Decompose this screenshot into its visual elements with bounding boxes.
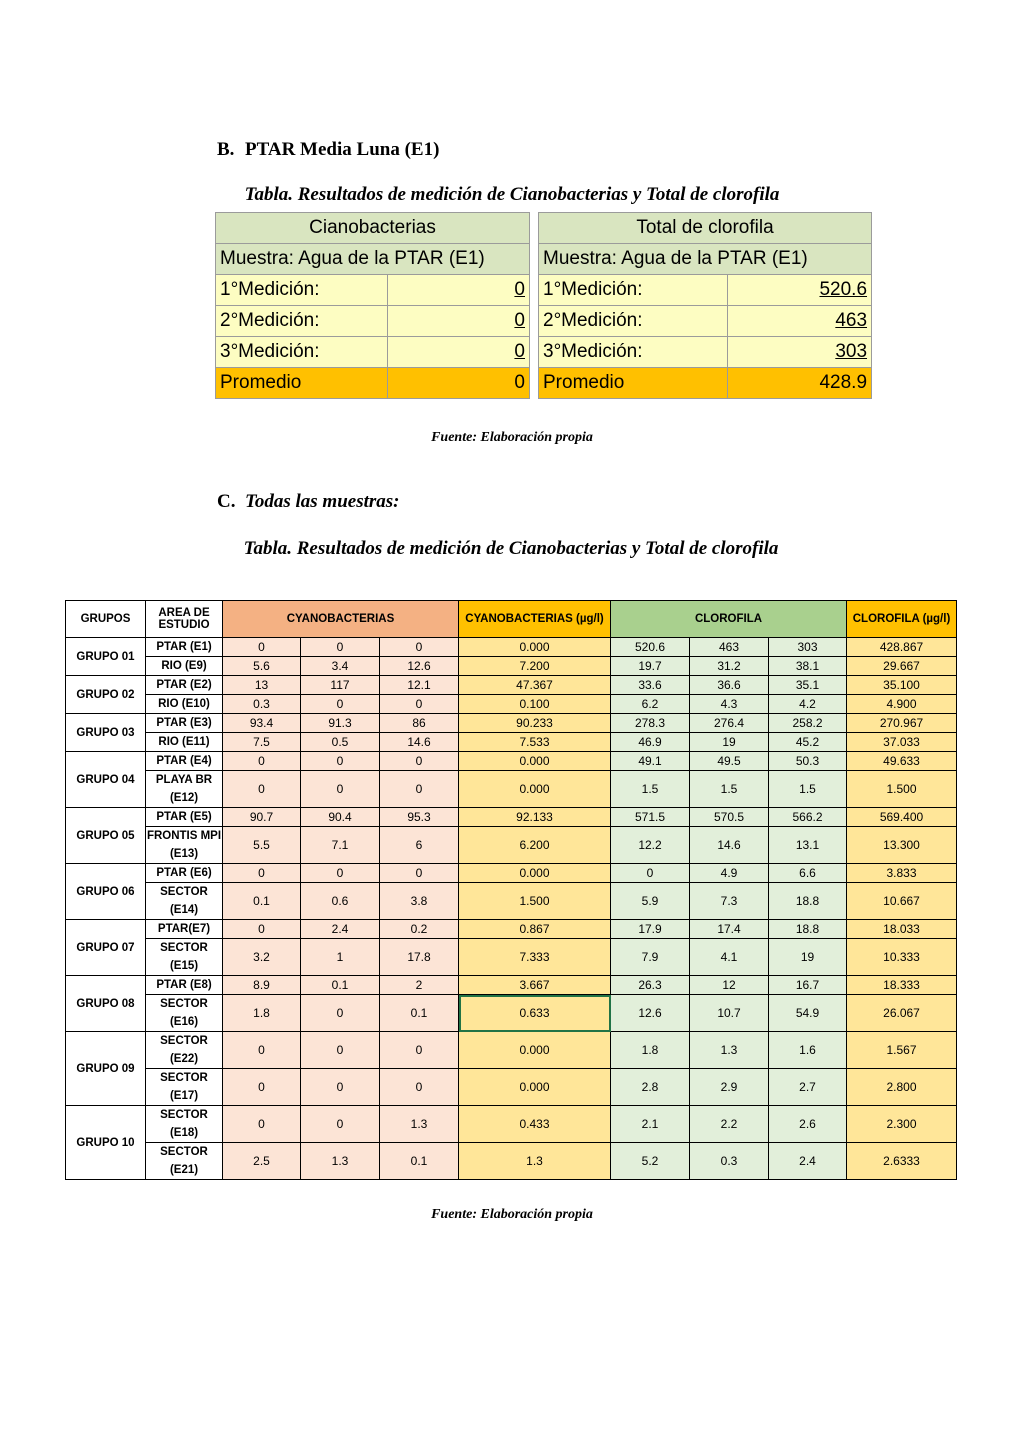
chlorophyll-value: 45.2 — [769, 733, 847, 752]
measurement-label: 2°Medición: — [539, 306, 728, 337]
chlorophyll-value: 2.4 — [769, 1143, 847, 1180]
area-cell: PTAR (E2) — [146, 676, 223, 695]
cyano-value: 0 — [380, 752, 459, 771]
cyano-value: 14.6 — [380, 733, 459, 752]
group-name: GRUPO 05 — [66, 808, 146, 864]
area-cell: SECTOR (E14) — [146, 883, 223, 920]
chlorophyll-value: 571.5 — [611, 808, 690, 827]
table-row — [66, 1069, 957, 1106]
cyano-average: 1.500 — [459, 883, 611, 920]
table-row — [66, 714, 957, 733]
chlorophyll-value: 7.3 — [690, 883, 769, 920]
cyano-summary-table — [215, 212, 530, 399]
table-row — [66, 827, 957, 864]
chlorophyll-value: 5.9 — [611, 883, 690, 920]
chlorophyll-average: 4.900 — [847, 695, 957, 714]
chlorophyll-average: 1.567 — [847, 1032, 957, 1069]
chlorophyll-value: 31.2 — [690, 657, 769, 676]
chlorophyll-value: 6.2 — [611, 695, 690, 714]
cyano-average: 47.367 — [459, 676, 611, 695]
chlorophyll-average: 2.800 — [847, 1069, 957, 1106]
area-cell: PTAR (E8) — [146, 976, 223, 995]
area-cell: PTAR (E1) — [146, 638, 223, 657]
table-row — [66, 752, 957, 771]
cyano-value: 6 — [380, 827, 459, 864]
chlorophyll-average: 10.333 — [847, 939, 957, 976]
cyano-value: 1.3 — [301, 1143, 380, 1180]
section-letter: B. — [217, 139, 235, 160]
group-name: GRUPO 06 — [66, 864, 146, 920]
table-row — [66, 808, 957, 827]
chlorophyll-value: 54.9 — [769, 995, 847, 1032]
cyano-value: 1 — [301, 939, 380, 976]
section-title: Todas las muestras: — [245, 491, 400, 512]
cyano-value: 0.1 — [380, 995, 459, 1032]
cyano-value: 91.3 — [301, 714, 380, 733]
measurement-value: 0 — [388, 306, 530, 337]
cyano-value: 2.4 — [301, 920, 380, 939]
cyano-value: 0 — [380, 1032, 459, 1069]
chlorophyll-value: 12.6 — [611, 995, 690, 1032]
chlorophyll-average: 2.6333 — [847, 1143, 957, 1180]
cyano-average: 0.000 — [459, 638, 611, 657]
table-caption: Tabla. Resultados de medición de Cianobacterias y Total de clorofila — [244, 184, 780, 205]
cyano-value: 0 — [223, 864, 301, 883]
group-name: GRUPO 04 — [66, 752, 146, 808]
area-cell: SECTOR (E15) — [146, 939, 223, 976]
cyano-average: 0.000 — [459, 752, 611, 771]
section-title: PTAR Media Luna (E1) — [245, 139, 440, 160]
cyano-value: 0 — [223, 1106, 301, 1143]
chlorophyll-value: 7.9 — [611, 939, 690, 976]
chlorophyll-value: 49.1 — [611, 752, 690, 771]
cyano-value: 0 — [380, 1069, 459, 1106]
cyano-value: 12.6 — [380, 657, 459, 676]
chlorophyll-average: 35.100 — [847, 676, 957, 695]
chlorophyll-average: 270.967 — [847, 714, 957, 733]
area-cell: SECTOR (E18) — [146, 1106, 223, 1143]
chlorophyll-value: 570.5 — [690, 808, 769, 827]
table-row — [66, 976, 957, 995]
cyano-value: 0 — [380, 771, 459, 808]
table-caption: Tabla. Resultados de medición de Cianobacterias y Total de clorofila — [243, 538, 779, 559]
chlorophyll-value: 2.1 — [611, 1106, 690, 1143]
chlorophyll-value: 5.2 — [611, 1143, 690, 1180]
chlorophyll-average: 13.300 — [847, 827, 957, 864]
chlorophyll-value: 17.4 — [690, 920, 769, 939]
average-value: 428.9 — [728, 368, 872, 399]
chlorophyll-average: 29.667 — [847, 657, 957, 676]
average-label: Promedio — [539, 368, 728, 399]
cyano-average: 1.3 — [459, 1143, 611, 1180]
chlorophyll-summary-table — [538, 212, 872, 399]
cyano-value: 0 — [301, 864, 380, 883]
table-row — [66, 1106, 957, 1143]
chlorophyll-value: 4.1 — [690, 939, 769, 976]
cyano-value: 0 — [301, 1032, 380, 1069]
chlorophyll-value: 4.9 — [690, 864, 769, 883]
chlorophyll-value: 520.6 — [611, 638, 690, 657]
area-cell: PTAR (E3) — [146, 714, 223, 733]
table-title: Total de clorofila — [539, 213, 872, 244]
chlorophyll-average: 18.033 — [847, 920, 957, 939]
cyano-value: 2.5 — [223, 1143, 301, 1180]
cyano-average: 0.000 — [459, 864, 611, 883]
chlorophyll-value: 4.2 — [769, 695, 847, 714]
measurement-label: 3°Medición: — [216, 337, 388, 368]
cyano-value: 90.4 — [301, 808, 380, 827]
cyano-value: 5.6 — [223, 657, 301, 676]
cyano-value: 3.4 — [301, 657, 380, 676]
cyano-value: 5.5 — [223, 827, 301, 864]
table-row — [66, 1032, 957, 1069]
cyano-value: 12.1 — [380, 676, 459, 695]
area-cell: RIO (E10) — [146, 695, 223, 714]
cyano-value: 0.1 — [380, 1143, 459, 1180]
chlorophyll-value: 17.9 — [611, 920, 690, 939]
chlorophyll-value: 18.8 — [769, 883, 847, 920]
cyano-value: 2 — [380, 976, 459, 995]
area-cell: RIO (E9) — [146, 657, 223, 676]
sample-label: Muestra: Agua de la PTAR (E1) — [216, 244, 530, 275]
chlorophyll-value: 50.3 — [769, 752, 847, 771]
chlorophyll-value: 2.7 — [769, 1069, 847, 1106]
header-chlorophyll-avg: CLOROFILA (µg/l) — [847, 601, 957, 638]
cyano-value: 7.5 — [223, 733, 301, 752]
chlorophyll-value: 18.8 — [769, 920, 847, 939]
cyano-value: 117 — [301, 676, 380, 695]
table-row — [66, 1143, 957, 1180]
cyano-value: 93.4 — [223, 714, 301, 733]
cyano-value: 0.2 — [380, 920, 459, 939]
cyano-average: 0.000 — [459, 771, 611, 808]
cyano-value: 3.2 — [223, 939, 301, 976]
chlorophyll-value: 463 — [690, 638, 769, 657]
chlorophyll-value: 12 — [690, 976, 769, 995]
cyano-average: 6.200 — [459, 827, 611, 864]
sample-label: Muestra: Agua de la PTAR (E1) — [539, 244, 872, 275]
cyano-value: 0 — [301, 638, 380, 657]
source-note: Fuente: Elaboración propia — [431, 430, 593, 445]
cyano-average: 92.133 — [459, 808, 611, 827]
cyano-value: 0 — [223, 920, 301, 939]
area-cell: RIO (E11) — [146, 733, 223, 752]
header-groups: GRUPOS — [66, 601, 146, 638]
source-note: Fuente: Elaboración propia — [431, 1207, 593, 1222]
area-cell: PTAR(E7) — [146, 920, 223, 939]
chlorophyll-average: 10.667 — [847, 883, 957, 920]
chlorophyll-value: 258.2 — [769, 714, 847, 733]
cyano-average: 0.633 — [459, 995, 611, 1032]
table-row — [66, 676, 957, 695]
area-cell: SECTOR (E21) — [146, 1143, 223, 1180]
cyano-value: 0 — [301, 995, 380, 1032]
area-cell: SECTOR (E17) — [146, 1069, 223, 1106]
cyano-value: 0 — [223, 1069, 301, 1106]
cyano-value: 8.9 — [223, 976, 301, 995]
measurement-value: 0 — [388, 337, 530, 368]
cyano-value: 0 — [301, 752, 380, 771]
chlorophyll-value: 49.5 — [690, 752, 769, 771]
area-cell: FRONTIS MPI (E13) — [146, 827, 223, 864]
chlorophyll-value: 35.1 — [769, 676, 847, 695]
header-cyano-avg: CYANOBACTERIAS (µg/l) — [459, 601, 611, 638]
chlorophyll-value: 276.4 — [690, 714, 769, 733]
chlorophyll-average: 569.400 — [847, 808, 957, 827]
chlorophyll-average: 18.333 — [847, 976, 957, 995]
cyano-value: 0 — [380, 695, 459, 714]
chlorophyll-value: 1.3 — [690, 1032, 769, 1069]
chlorophyll-value: 46.9 — [611, 733, 690, 752]
cyano-value: 0 — [301, 771, 380, 808]
cyano-average: 0.000 — [459, 1032, 611, 1069]
cyano-average: 0.433 — [459, 1106, 611, 1143]
table-row — [66, 771, 957, 808]
chlorophyll-value: 26.3 — [611, 976, 690, 995]
section-b-heading — [217, 139, 439, 161]
area-cell: SECTOR (E16) — [146, 995, 223, 1032]
chlorophyll-value: 38.1 — [769, 657, 847, 676]
chlorophyll-value: 1.5 — [690, 771, 769, 808]
measurement-value: 463 — [728, 306, 872, 337]
chlorophyll-average: 428.867 — [847, 638, 957, 657]
cyano-value: 0.1 — [301, 976, 380, 995]
group-name: GRUPO 08 — [66, 976, 146, 1032]
cyano-value: 1.3 — [380, 1106, 459, 1143]
cyano-value: 0 — [223, 1032, 301, 1069]
chlorophyll-value: 0 — [611, 864, 690, 883]
chlorophyll-value: 4.3 — [690, 695, 769, 714]
cyano-average: 90.233 — [459, 714, 611, 733]
area-cell: PTAR (E6) — [146, 864, 223, 883]
table-title: Cianobacterias — [216, 213, 530, 244]
table-row — [66, 733, 957, 752]
section-c-heading — [217, 491, 400, 513]
chlorophyll-value: 19.7 — [611, 657, 690, 676]
cyano-value: 0 — [301, 1069, 380, 1106]
measurement-label: 1°Medición: — [539, 275, 728, 306]
cyano-value: 0 — [301, 695, 380, 714]
average-value: 0 — [388, 368, 530, 399]
group-name: GRUPO 03 — [66, 714, 146, 752]
cyano-value: 13 — [223, 676, 301, 695]
chlorophyll-value: 0.3 — [690, 1143, 769, 1180]
chlorophyll-average: 37.033 — [847, 733, 957, 752]
measurement-value: 0 — [388, 275, 530, 306]
table-row — [66, 638, 957, 657]
area-cell: PTAR (E4) — [146, 752, 223, 771]
area-cell: PTAR (E5) — [146, 808, 223, 827]
group-name: GRUPO 09 — [66, 1032, 146, 1106]
chlorophyll-value: 33.6 — [611, 676, 690, 695]
chlorophyll-value: 2.2 — [690, 1106, 769, 1143]
cyano-average: 0.000 — [459, 1069, 611, 1106]
area-cell: PLAYA BR (E12) — [146, 771, 223, 808]
cyano-value: 95.3 — [380, 808, 459, 827]
cyano-value: 0.5 — [301, 733, 380, 752]
all-samples-table — [65, 600, 957, 1180]
area-cell: SECTOR (E22) — [146, 1032, 223, 1069]
cyano-average: 3.667 — [459, 976, 611, 995]
cyano-value: 0.3 — [223, 695, 301, 714]
header-area: AREA DE ESTUDIO — [146, 601, 223, 638]
cyano-value: 0 — [301, 1106, 380, 1143]
measurement-label: 2°Medición: — [216, 306, 388, 337]
chlorophyll-value: 303 — [769, 638, 847, 657]
chlorophyll-value: 278.3 — [611, 714, 690, 733]
table-row — [66, 883, 957, 920]
cyano-value: 17.8 — [380, 939, 459, 976]
cyano-value: 7.1 — [301, 827, 380, 864]
chlorophyll-average: 26.067 — [847, 995, 957, 1032]
cyano-value: 1.8 — [223, 995, 301, 1032]
measurement-value: 303 — [728, 337, 872, 368]
cyano-value: 90.7 — [223, 808, 301, 827]
chlorophyll-value: 19 — [769, 939, 847, 976]
chlorophyll-value: 1.5 — [611, 771, 690, 808]
cyano-value: 0 — [380, 638, 459, 657]
cyano-average: 0.867 — [459, 920, 611, 939]
cyano-average: 7.200 — [459, 657, 611, 676]
table-row — [66, 939, 957, 976]
chlorophyll-value: 1.5 — [769, 771, 847, 808]
header-chlorophyll: CLOROFILA — [611, 601, 847, 638]
measurement-label: 1°Medición: — [216, 275, 388, 306]
chlorophyll-value: 2.6 — [769, 1106, 847, 1143]
section-letter: C. — [217, 491, 236, 512]
chlorophyll-value: 2.9 — [690, 1069, 769, 1106]
cyano-value: 0.6 — [301, 883, 380, 920]
chlorophyll-value: 566.2 — [769, 808, 847, 827]
chlorophyll-value: 14.6 — [690, 827, 769, 864]
chlorophyll-value: 16.7 — [769, 976, 847, 995]
cyano-value: 0 — [223, 638, 301, 657]
chlorophyll-value: 13.1 — [769, 827, 847, 864]
cyano-value: 0 — [380, 864, 459, 883]
cyano-value: 3.8 — [380, 883, 459, 920]
group-name: GRUPO 01 — [66, 638, 146, 676]
cyano-average: 0.100 — [459, 695, 611, 714]
table-row — [66, 920, 957, 939]
group-name: GRUPO 10 — [66, 1106, 146, 1180]
chlorophyll-average: 1.500 — [847, 771, 957, 808]
average-label: Promedio — [216, 368, 388, 399]
header-cyano: CYANOBACTERIAS — [223, 601, 459, 638]
table-row — [66, 695, 957, 714]
chlorophyll-value: 2.8 — [611, 1069, 690, 1106]
cyano-value: 0.1 — [223, 883, 301, 920]
cyano-value: 0 — [223, 752, 301, 771]
chlorophyll-value: 10.7 — [690, 995, 769, 1032]
cyano-value: 0 — [223, 771, 301, 808]
group-name: GRUPO 02 — [66, 676, 146, 714]
chlorophyll-value: 36.6 — [690, 676, 769, 695]
table-row — [66, 864, 957, 883]
cyano-value: 86 — [380, 714, 459, 733]
chlorophyll-average: 2.300 — [847, 1106, 957, 1143]
group-name: GRUPO 07 — [66, 920, 146, 976]
table-row — [66, 995, 957, 1032]
chlorophyll-value: 12.2 — [611, 827, 690, 864]
measurement-value: 520.6 — [728, 275, 872, 306]
cyano-average: 7.533 — [459, 733, 611, 752]
chlorophyll-value: 19 — [690, 733, 769, 752]
chlorophyll-value: 1.6 — [769, 1032, 847, 1069]
chlorophyll-average: 3.833 — [847, 864, 957, 883]
chlorophyll-value: 6.6 — [769, 864, 847, 883]
measurement-label: 3°Medición: — [539, 337, 728, 368]
cyano-average: 7.333 — [459, 939, 611, 976]
table-row — [66, 657, 957, 676]
chlorophyll-value: 1.8 — [611, 1032, 690, 1069]
chlorophyll-average: 49.633 — [847, 752, 957, 771]
